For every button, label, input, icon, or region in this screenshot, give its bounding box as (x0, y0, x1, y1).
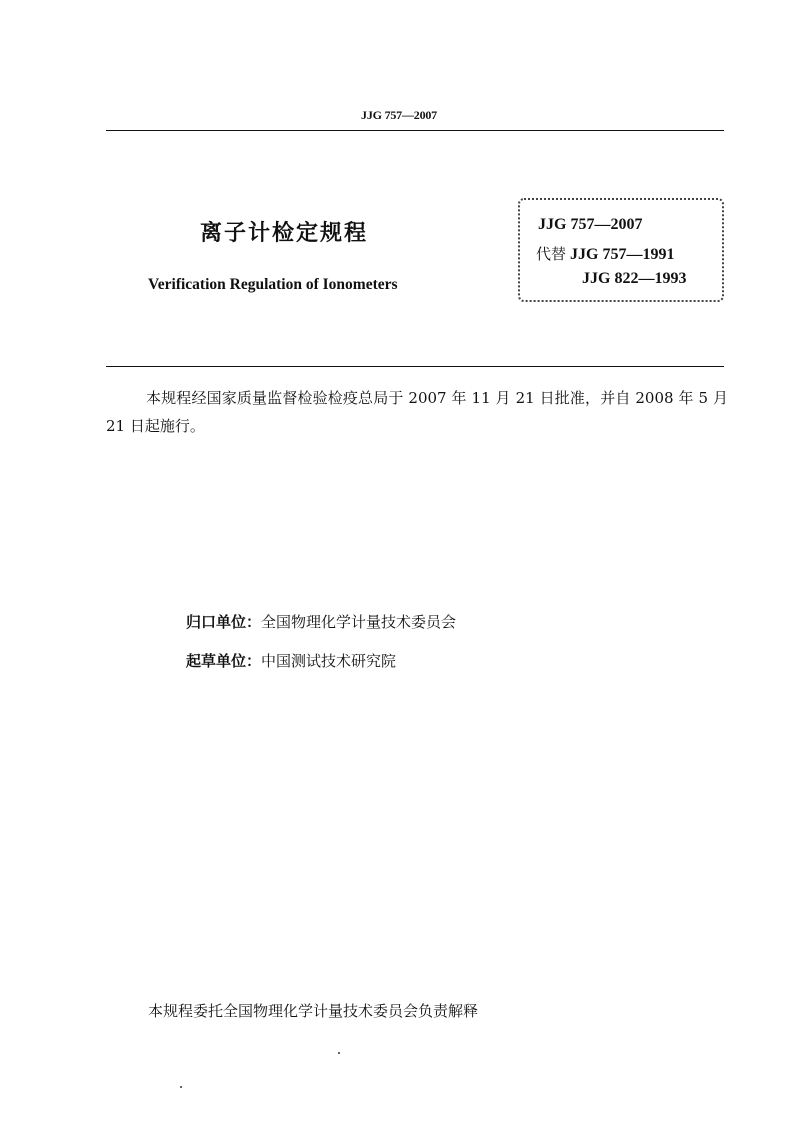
responsible-unit-label: 归口单位： (186, 613, 262, 631)
replaced-standard-2: JJG 822—1993 (582, 270, 687, 287)
responsible-unit-row (186, 611, 456, 632)
drafting-unit-row (186, 650, 396, 671)
replaces-label: 代替 (536, 245, 567, 263)
drafting-unit-label: 起草单位： (186, 652, 262, 670)
title-divider (106, 366, 724, 367)
standard-number-replaces (536, 243, 674, 264)
replaced-standard-1: JJG 757—1991 (570, 246, 675, 263)
responsible-unit-value: 全国物理化学计量技术委员会 (261, 613, 457, 631)
title-english: Verification Regulation of Ionometers (148, 276, 398, 293)
drafting-unit-value: 中国测试技术研究院 (261, 652, 397, 670)
interpretation-statement: 本规程委托全国物理化学计量技术委员会负责解释 (148, 1002, 479, 1020)
standard-number-current: JJG 757—2007 (538, 216, 643, 233)
header-divider (106, 130, 724, 131)
title-chinese: 离子计检定规程 (200, 221, 369, 246)
scan-speck (338, 1052, 340, 1054)
approval-statement: 本规程经国家质量监督检验检疫总局于 2007 年 11 月 21 日批准，并自 2008 年 5 月 21 日起施行。 (106, 389, 728, 435)
scan-speck (180, 1086, 182, 1088)
header-standard-code: JJG 757—2007 (361, 108, 437, 122)
